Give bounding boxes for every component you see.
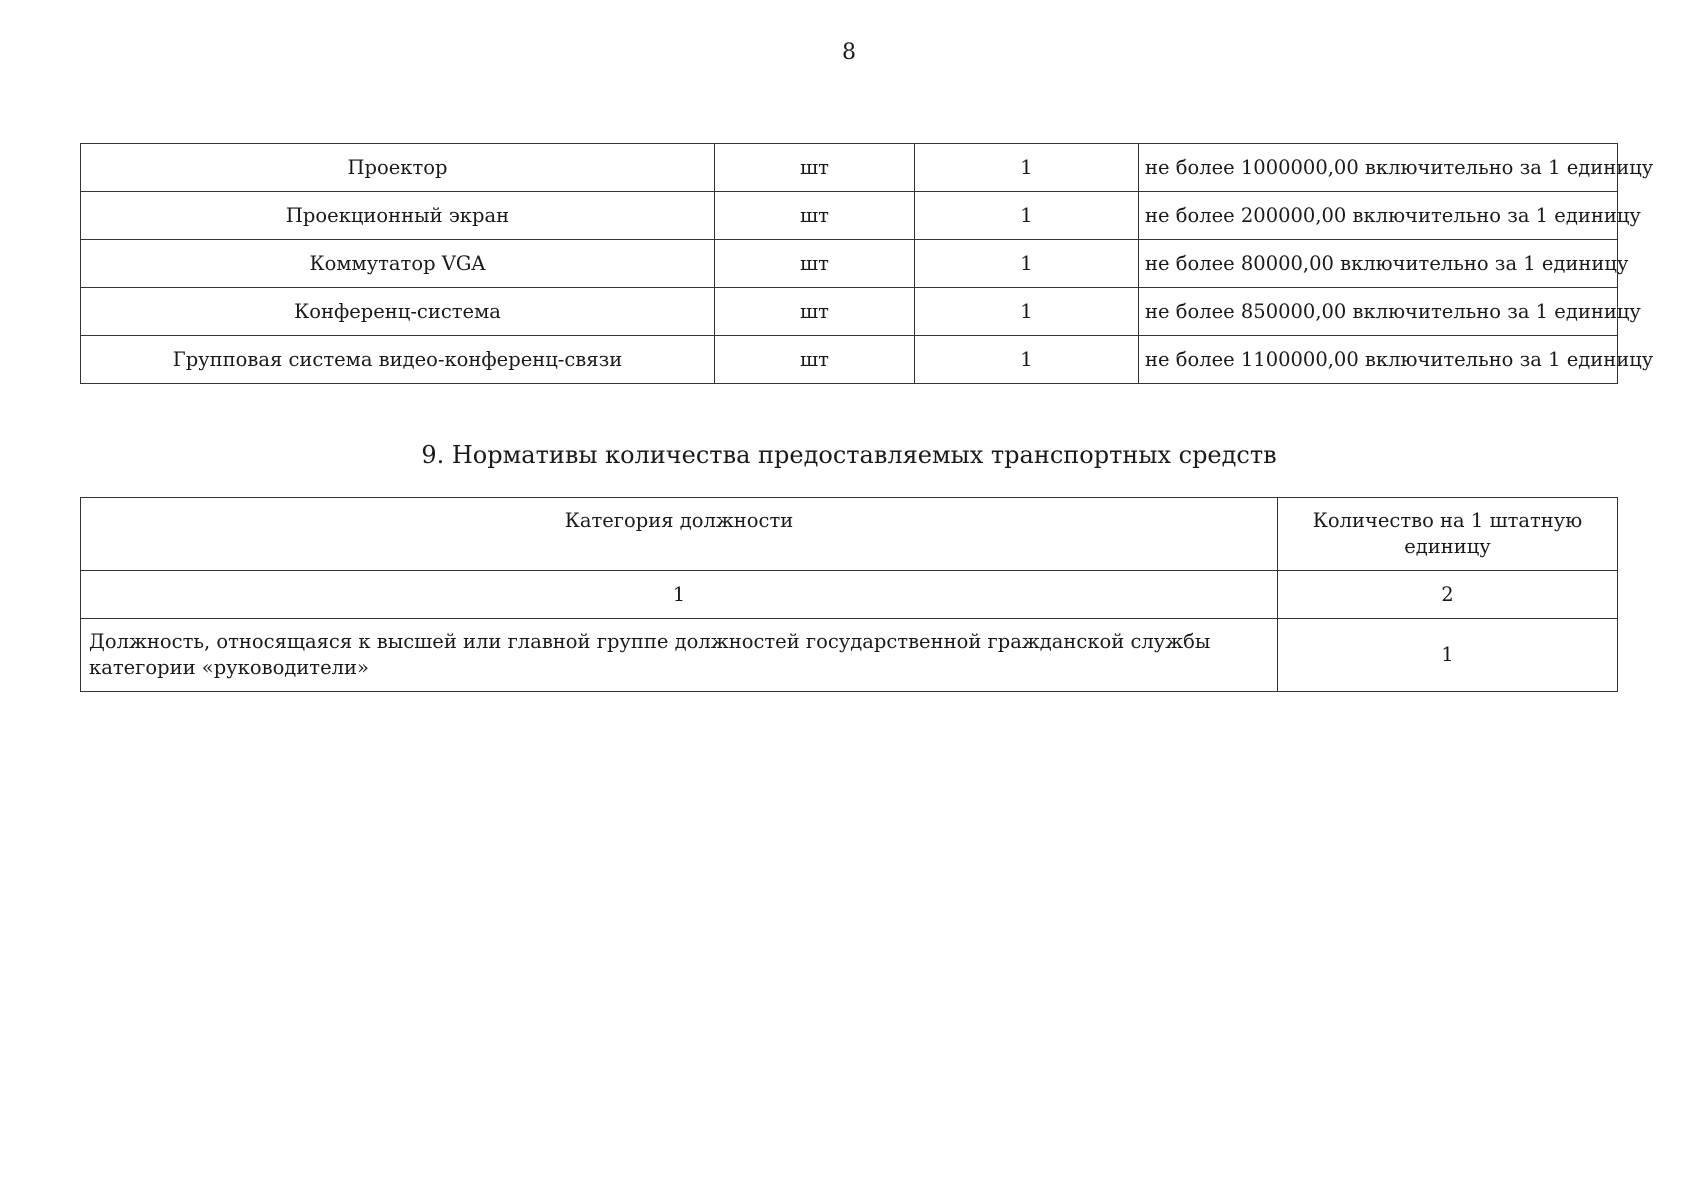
unit-cell: шт xyxy=(715,192,915,240)
equipment-name-cell: Групповая система видео-конференц-связи xyxy=(81,336,715,384)
quantity-cell: 1 xyxy=(915,288,1139,336)
price-limit-cell: не более 80000,00 включительно за 1 единицу xyxy=(1139,240,1618,288)
transport-norms-table xyxy=(80,497,1618,692)
page-number: 8 xyxy=(842,40,856,65)
equipment-name-cell: Коммутатор VGA xyxy=(81,240,715,288)
unit-cell: шт xyxy=(715,288,915,336)
price-limit-cell: не более 1100000,00 включительно за 1 единицу xyxy=(1139,336,1618,384)
price-limit-cell: не более 850000,00 включительно за 1 единицу xyxy=(1139,288,1618,336)
equipment-name-cell: Проекционный экран xyxy=(81,192,715,240)
equipment-name-cell: Конференц-система xyxy=(81,288,715,336)
quantity-cell: 1 xyxy=(915,144,1139,192)
table-row xyxy=(81,336,1618,384)
unit-cell: шт xyxy=(715,240,915,288)
column-number-cell: 1 xyxy=(81,571,1278,619)
quantity-cell: 1 xyxy=(915,336,1139,384)
quantity-cell: 1 xyxy=(915,192,1139,240)
equipment-name-cell: Проектор xyxy=(81,144,715,192)
table-row xyxy=(81,192,1618,240)
column-header-count: Количество на 1 штатную единицу xyxy=(1278,498,1618,571)
section-heading: 9. Нормативы количества предоставляемых транспортных средств xyxy=(421,441,1277,469)
position-category-cell: Должность, относящаяся к высшей или главной группе должностей государственной гражданской службы категории «руководители» xyxy=(81,619,1278,692)
unit-cell: шт xyxy=(715,336,915,384)
equipment-price-table xyxy=(80,143,1654,384)
table-header-row xyxy=(81,498,1618,571)
price-limit-cell: не более 1000000,00 включительно за 1 единицу xyxy=(1139,144,1618,192)
table-row xyxy=(81,144,1618,192)
column-header-category: Категория должности xyxy=(81,498,1278,571)
vehicle-count-cell: 1 xyxy=(1278,619,1618,692)
table-row xyxy=(81,619,1618,692)
column-number-cell: 2 xyxy=(1278,571,1618,619)
quantity-cell: 1 xyxy=(915,240,1139,288)
table-row xyxy=(81,288,1618,336)
price-limit-cell: не более 200000,00 включительно за 1 единицу xyxy=(1139,192,1618,240)
column-numbering-row xyxy=(81,571,1618,619)
table-row xyxy=(81,240,1618,288)
unit-cell: шт xyxy=(715,144,915,192)
